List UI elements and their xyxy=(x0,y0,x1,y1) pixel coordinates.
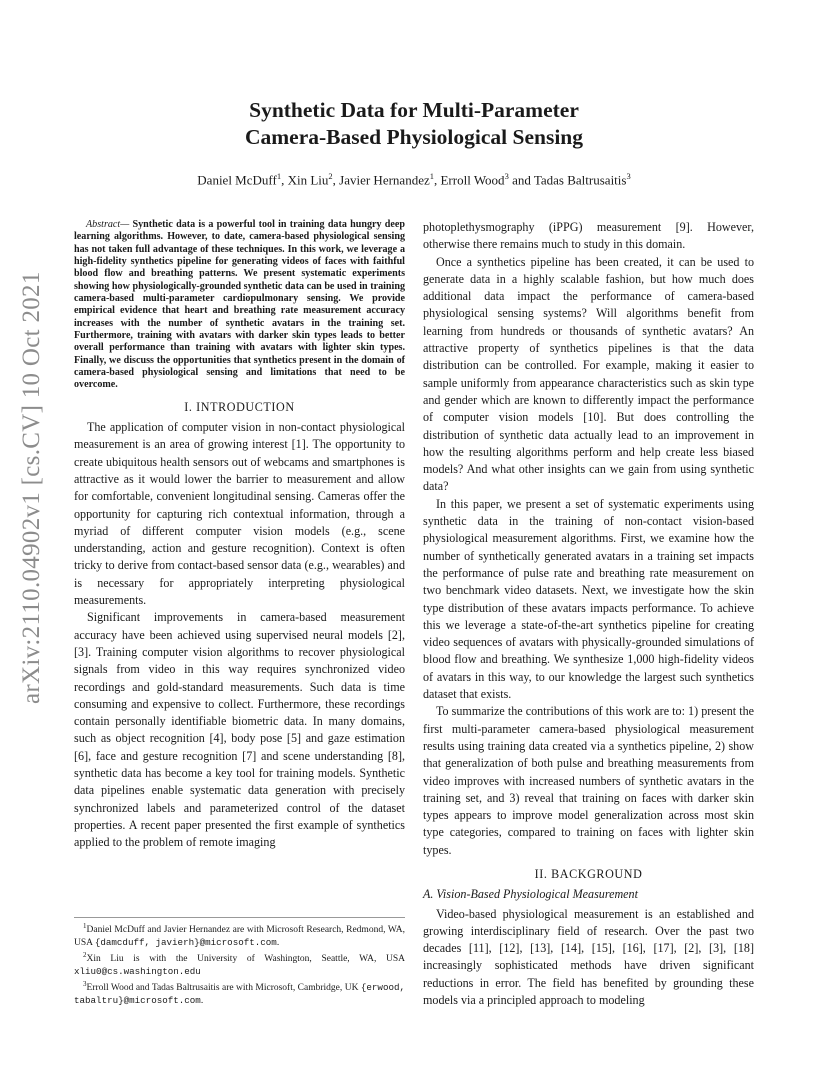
footnote-mark: 3 xyxy=(83,979,87,988)
footnote-2 xyxy=(74,950,405,979)
abstract-text: Synthetic data is a powerful tool in training data hungry deep learning algorithms. However, to date, camera-based physiological sensing has not taken full advantage of these techniques. In this work, we leverage a high-fidelity synthetics pipeline for generating videos of faces with faithful blood flow and breathing patterns. We present systematic experiments showing how physiologically-grounded synthetic data can be used in training camera-based multi-parameter cardiopulmonary sensing. We provide empirical evidence that heart and breathing rate measurement accuracy increases with the number of synthetic avatars in the training set. Furthermore, training with avatars with darker skin types leads to better overall performance than training with avatars with lighter skin types. Finally, we discuss the opportunities that synthetics present in the domain of camera-based physiological sensing and limitations that need to be overcome. xyxy=(74,219,405,391)
footnote-email: {erwood, tabaltru}@microsoft.com xyxy=(74,982,405,1006)
intro-paragraph-4: In this paper, we present a set of systematic experiments using synthetic data in the training of non-contact vision-based physiological measurement algorithms. First, we examine how the number of synthetically generated avatars in a training set impacts the performance of pulse rate and breathing rate measurement on two benchmark video datasets. Next, we investigate how the skin type distribution of these avatars impacts performance. To achieve this we leverage a state-of-the-art synthetics pipeline for creating video sequences of avatars with physically-grounded simulations of blood flow and breathing. We synthesize 1,000 high-fidelity videos of avatars in this way, to our knowledge the largest such synthetics dataset that exists. xyxy=(423,496,754,702)
author-affiliation-mark: 1 xyxy=(429,171,434,181)
footnote-email: xliu0@cs.washington.edu xyxy=(74,966,201,978)
intro-paragraph-2: Significant improvements in camera-based measurement accuracy have been achieved using supervised neural models [2], [3]. Training computer vision algorithms to recover physiological signals from video in this way requires synchronized video recordings and gold-standard measurements. Such data is time consuming and expensive to collect. Furthermore, these recordings contain personally identifiable biometric data. In many domains, such as object recognition [4], body pose [5] and gaze estimation [6], face and gesture recognition [7] and scene understanding [8], synthetic data has become a key tool for training models. Synthetic data pipelines enable systematic data generation with precisely synchronized labels and parameterized control of the dataset properties. A recent paper presented the first example of synthetics applied to the problem of remote imaging xyxy=(74,610,405,850)
footnote-text: Erroll Wood and Tadas Baltrusaitis are with Microsoft, Cambridge, UK xyxy=(86,983,361,994)
author-name: Tadas Baltrusaitis xyxy=(533,172,627,188)
author-affiliation-mark: 3 xyxy=(626,171,631,181)
right-column xyxy=(423,219,754,1009)
footnote-3: $^3$Erroll Wood and Tadas Baltrusaitis are with Microsoft, Cambridge, UK {erwood, tabaltru}@microsoft.com. xyxy=(74,979,405,1006)
intro-paragraph-1: The application of computer vision in non-contact physiological measurement is an area of growing interest [1]. The opportunity to create ubiquitous health sensors out of webcams and smartphones is attractive as it would lower the barrier to measurement and allow for comfortable, convenient longitudinal sensing. Cameras offer the opportunity for capturing rich contextual information, through a myriad of different computer vision models (e.g., scene understanding, action and gesture recognition). Context is often tricky to derive from contact-based sensor data (e.g., wearables) and is necessary for appropriately interpreting physiological measurements. xyxy=(74,420,405,608)
footnotes xyxy=(74,917,405,1008)
section-heading-background: II. BACKGROUND xyxy=(534,866,643,881)
arxiv-stamp: arXiv:2110.04902v1 [cs.CV] 10 Oct 2021 xyxy=(18,271,45,704)
abstract xyxy=(74,219,405,392)
background-paragraph-1: Video-based physiological measurement is an established and growing interdisciplinary field of research. Over the past two decades [11], [12], [13], [14], [15], [16], [17], [2], [3], [18] increasingly sophisticated methods have driven significant reductions in error. The field has benefited by grounding these models via a principled approach to modeling xyxy=(423,906,754,1008)
footnote-email: {damcduff, javierh}@microsoft.com xyxy=(94,937,277,949)
abstract-label: Abstract— xyxy=(86,219,130,230)
author-name: Daniel McDuff xyxy=(197,172,277,188)
author-name: Javier Hernandez xyxy=(339,172,430,188)
paper-title xyxy=(0,97,828,151)
footnote-mark: 2 xyxy=(83,950,87,959)
author-affiliation-mark: 1 xyxy=(276,171,282,181)
title-line-2: Camera-Based Physiological Sensing xyxy=(244,125,584,149)
title-line-1: Synthetic Data for Multi-Parameter xyxy=(249,98,579,122)
author-list: Daniel McDuff$^1$, Xin Liu$^2$, Javier Hernandez$^1$, Erroll Wood$^3$ and Tadas Baltrusaitis$^3$ xyxy=(197,171,631,188)
author-affiliation-mark: 2 xyxy=(328,171,333,181)
subsection-heading: A. Vision-Based Physiological Measurement xyxy=(423,887,638,902)
intro-paragraph-continued: photoplethysmography (iPPG) measurement [9]. However, otherwise there remains much to study in this domain. xyxy=(423,220,754,252)
author-affiliation-mark: 3 xyxy=(504,171,509,181)
left-column xyxy=(74,219,405,852)
footnote-1: $^1$Daniel McDuff and Javier Hernandez are with Microsoft Research, Redmond, WA, USA {damcduff, javierh}@microsoft.com. xyxy=(74,922,405,949)
intro-paragraph-contributions: To summarize the contributions of this work are to: 1) present the first multi-parameter camera-based physiological measurement results using training data created via a synthetics pipeline, 2) show that generalization of both pulse and breathing measurements from video improves with increased numbers of synthetic avatars in the training set, and 3) reveal that training on faces with darker skin types appears to improve model generalization across most skin type categories, compared to training on faces with lighter skin types. xyxy=(423,704,754,857)
intro-paragraph-3: Once a synthetics pipeline has been created, it can be used to generate data in a highly scalable fashion, but how much does additional data impact the performance of camera-based physiological sensing systems? Will algorithms benefit from learning from hundreds or thousands of synthetic avatars? An attractive property of synthetics pipelines is that the data distribution can be controlled. For example, making it easier to sample uniformly from appearance characteristics such as skin type and gender which are known to differently impact the performance of computer vision models [10]. But does controlling the distribution of synthetic data actually lead to an improvement in how the resulting algorithms perform and help create less biased models? And what other insights can we gain from using synthetic data? xyxy=(423,254,754,494)
footnote-text: Xin Liu is with the University of Washington, Seattle, WA, USA xyxy=(86,954,405,965)
author-name: Erroll Wood xyxy=(440,172,505,188)
section-heading-introduction: I. INTRODUCTION xyxy=(184,399,295,414)
author-name: Xin Liu xyxy=(287,172,329,188)
footnote-text: Daniel McDuff and Javier Hernandez are with Microsoft Research, Redmond, WA, USA xyxy=(74,925,405,949)
footnote-mark: 1 xyxy=(83,922,87,930)
